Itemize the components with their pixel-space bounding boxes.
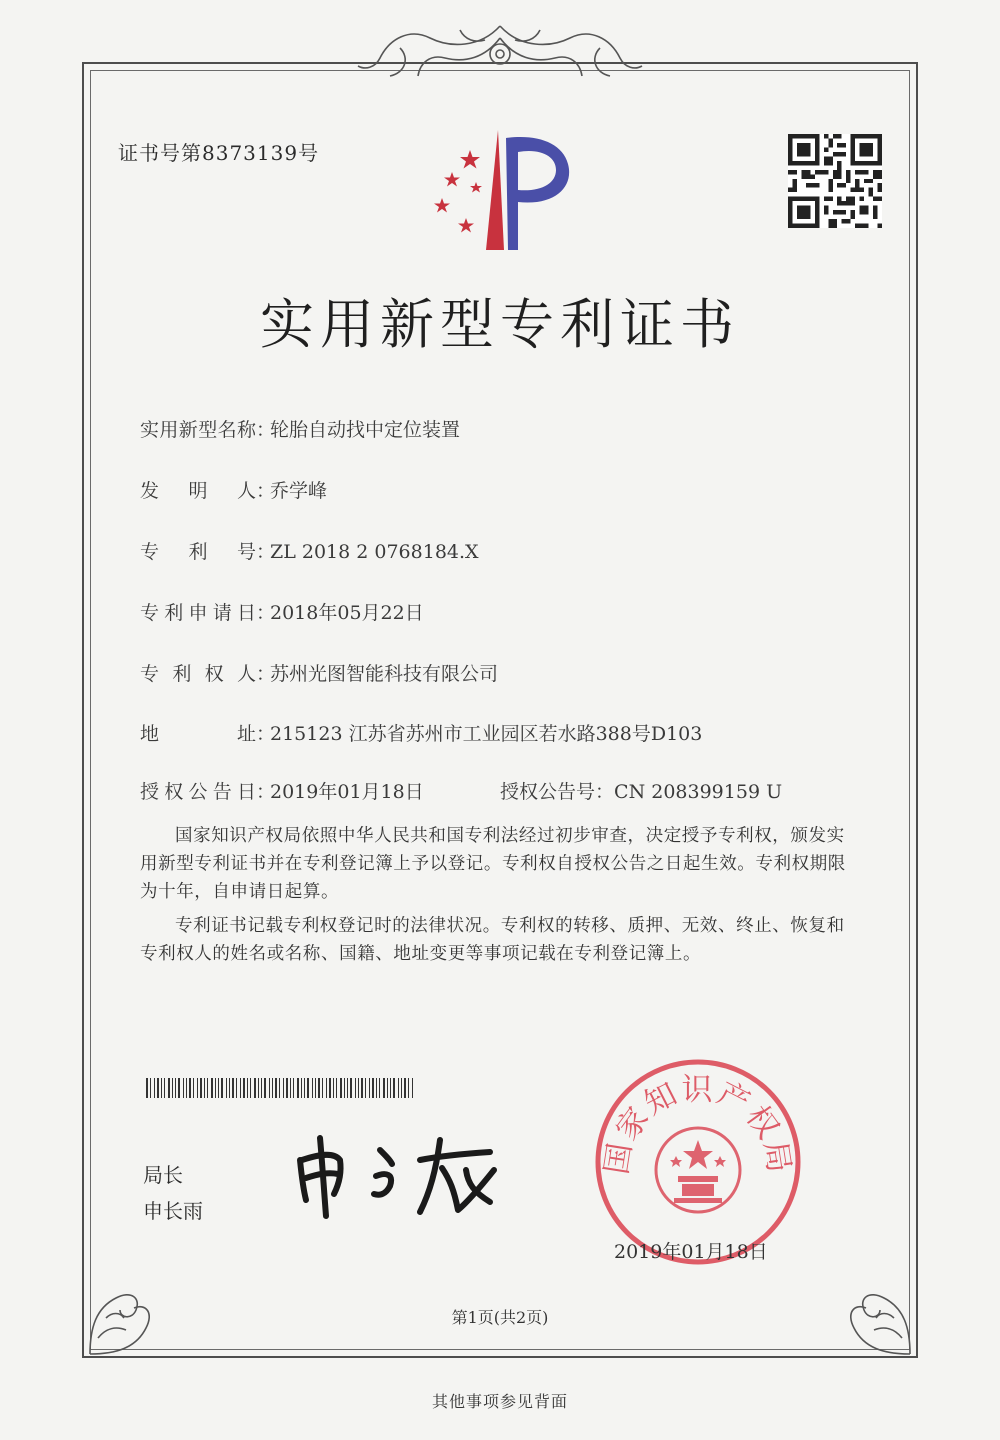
field-label: 专利权人	[140, 663, 256, 685]
signature-icon	[290, 1130, 520, 1220]
statement-paragraph: 专利证书记载专利权登记时的法律状况。专利权的转移、质押、无效、终止、恢复和专利权人的姓名或名称、国籍、地址变更等事项记载在专利登记簿上。	[140, 916, 845, 964]
field-address: 地址：215123 江苏省苏州市工业园区若水路388号D103	[140, 719, 702, 746]
field-grant-date: 授权公告日：2019年01月18日	[140, 777, 424, 804]
field-value: 苏州光图智能科技有限公司	[270, 663, 499, 685]
footer-note: 其他事项参见背面	[431, 1392, 568, 1411]
field-value: 215123 江苏省苏州市工业园区若水路388号D103	[270, 723, 703, 745]
field-value: CN 208399159 U	[614, 781, 783, 803]
field-name: 实用新型名称：轮胎自动找中定位装置	[140, 415, 460, 442]
field-grant-no: 授权公告号：CN 208399159 U	[500, 781, 783, 803]
field-value: 2019年01月18日	[270, 781, 424, 803]
field-value: 2018年05月22日	[270, 602, 424, 624]
field-label: 发明人	[140, 480, 256, 502]
director-title: 局长	[143, 1163, 183, 1187]
field-patentee: 专利权人：苏州光图智能科技有限公司	[140, 659, 498, 686]
top-ornament-icon	[350, 18, 650, 88]
field-label: 地址	[140, 723, 256, 745]
director-block	[143, 1157, 203, 1229]
qr-code-icon	[788, 134, 882, 228]
field-label: 实用新型名称	[140, 419, 256, 441]
field-label: 授权公告号	[500, 781, 596, 803]
certificate-number: 证书号第8373139号	[118, 141, 320, 165]
svg-text:国家知识产权局: 国家知识产权局	[598, 1071, 798, 1177]
barcode-icon	[146, 1078, 416, 1098]
seal-date: 2019年01月18日	[614, 1241, 768, 1263]
field-inventor: 发明人：乔学峰	[140, 476, 327, 503]
field-value: ZL 2018 2 0768184.X	[270, 541, 479, 563]
page-number: 第1页(共2页)	[451, 1308, 549, 1327]
director-name: 申长雨	[143, 1199, 203, 1223]
field-patent-no: 专利号：ZL 2018 2 0768184.X	[140, 537, 479, 564]
field-value: 乔学峰	[270, 480, 328, 502]
field-label: 专利号	[140, 541, 256, 563]
patent-office-logo-icon	[428, 128, 578, 256]
field-label: 授权公告日	[140, 781, 256, 803]
field-value: 轮胎自动找中定位装置	[270, 419, 461, 441]
statement-paragraph: 国家知识产权局依照中华人民共和国专利法经过初步审查，决定授予专利权，颁发实用新型专利证书并在专利登记簿上予以登记。专利权自授权公告之日起生效。专利权期限为十年，自申请日起算。	[140, 826, 846, 902]
certificate-title: 实用新型专利证书	[260, 293, 740, 356]
field-filing-date: 专利申请日：2018年05月22日	[140, 598, 424, 625]
official-seal-icon	[594, 1058, 802, 1266]
field-label: 专利申请日	[140, 602, 256, 624]
